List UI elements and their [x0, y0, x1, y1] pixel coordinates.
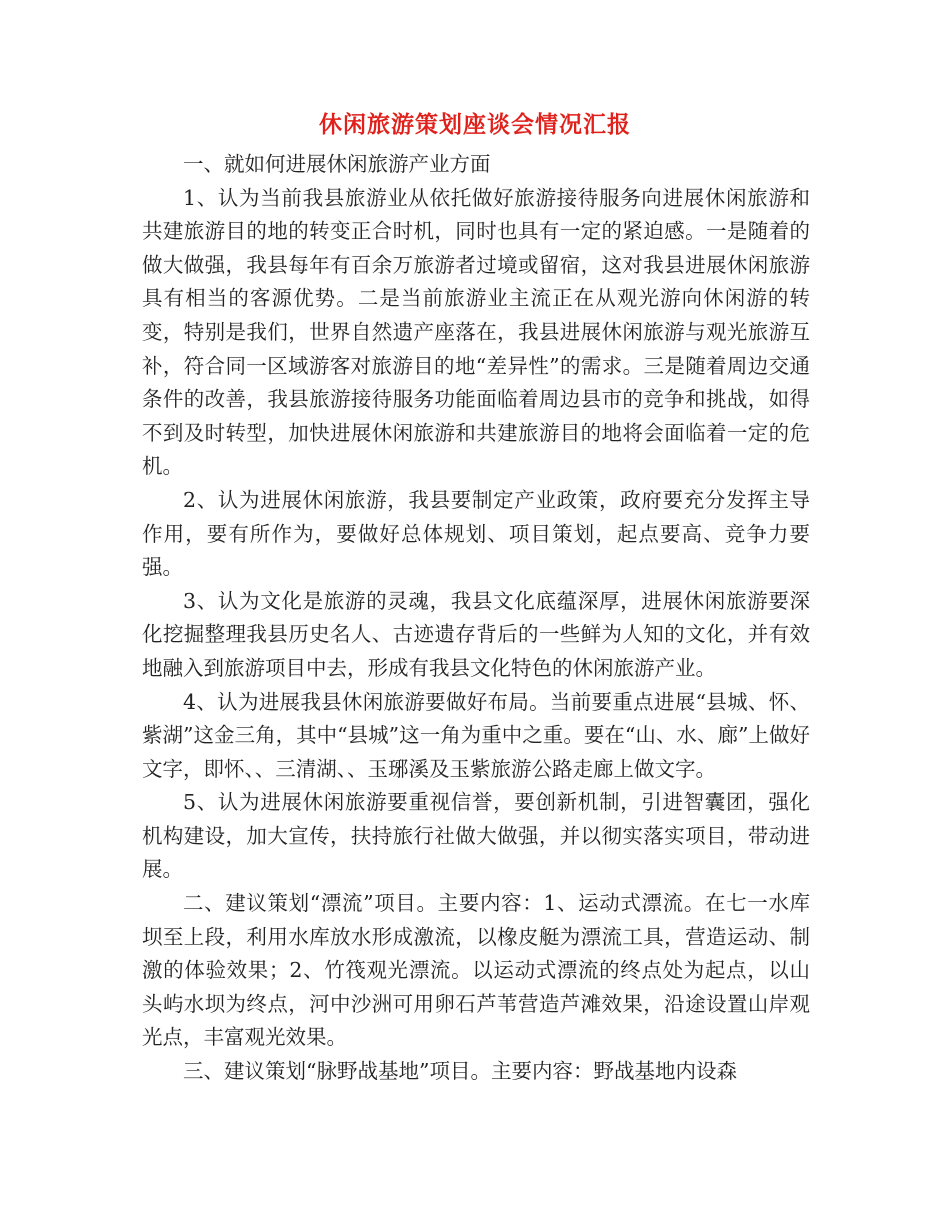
section-heading-3: 三、建议策划“脉野战基地”项目。主要内容：野战基地内设森 — [183, 1059, 737, 1084]
paragraph-item-4: 4、认为进展我县休闲旅游要做好布局。当前要重点进展“县城、怀、紫湖”这金三角，其中“县城”这一角为重中之重。要在“山、水、廊”上做好文字，即怀、、三清湖、、玉琊溪及玉紫旅游公路走廊上做文字。 — [142, 689, 810, 781]
section-heading-2: 二、建议策划“漂流”项目。主要内容：1、运动式漂流。在七一水库坝至上段，利用水库放水形成激流，以橡皮艇为漂流工具，营造运动、制激的体验效果；2、竹筏观光漂流。以运动式漂流的终点处为起点，以山头屿水坝为终点，河中沙洲可用卵石芦苇营造芦滩效果，沿途设置山岸观光点，丰富观光效果。 — [142, 891, 810, 1050]
document-title: 休闲旅游策划座谈会情况汇报 — [319, 111, 631, 138]
section-heading-1: 一、就如何进展休闲旅游产业方面 — [183, 152, 491, 176]
paragraph-item-5: 5、认为进展休闲旅游要重视信誉，要创新机制，引进智囊团，强化机构建设，加大宣传，扶持旅行社做大做强，并以彻实落实项目，带动进展。 — [142, 790, 810, 882]
document-body — [142, 148, 810, 1089]
paragraph-item-3: 3、认为文化是旅游的灵魂，我县文化底蕴深厚，进展休闲旅游要深化挖掘整理我县历史名人、古迹遗存背后的一些鲜为人知的文化，并有效地融入到旅游项目中去，形成有我县文化特色的休闲旅游产业。 — [142, 588, 810, 680]
paragraph-item-1: 1、认为当前我县旅游业从依托做好旅游接待服务向进展休闲旅游和共建旅游目的地的转变正合时机，同时也具有一定的紧迫感。一是随着的做大做强，我县每年有百余万旅游者过境或留宿，这对我县进展休闲旅游具有相当的客源优势。二是当前旅游业主流正在从观光游向休闲游的转变，特别是我们，世界自然遗产座落在，我县进展休闲旅游与观光旅游互补，符合同一区域游客对旅游目的地“差异性”的需求。三是随着周边交通条件的改善，我县旅游接待服务功能面临着周边县市的竞争和挑战，如得不到及时转型，加快进展休闲旅游和共建旅游目的地将会面临着一定的危机。 — [142, 185, 810, 479]
paragraph-item-2: 2、认为进展休闲旅游，我县要制定产业政策，政府要充分发挥主导作用，要有所作为，要做好总体规划、项目策划，起点要高、竞争力要强。 — [142, 487, 810, 580]
